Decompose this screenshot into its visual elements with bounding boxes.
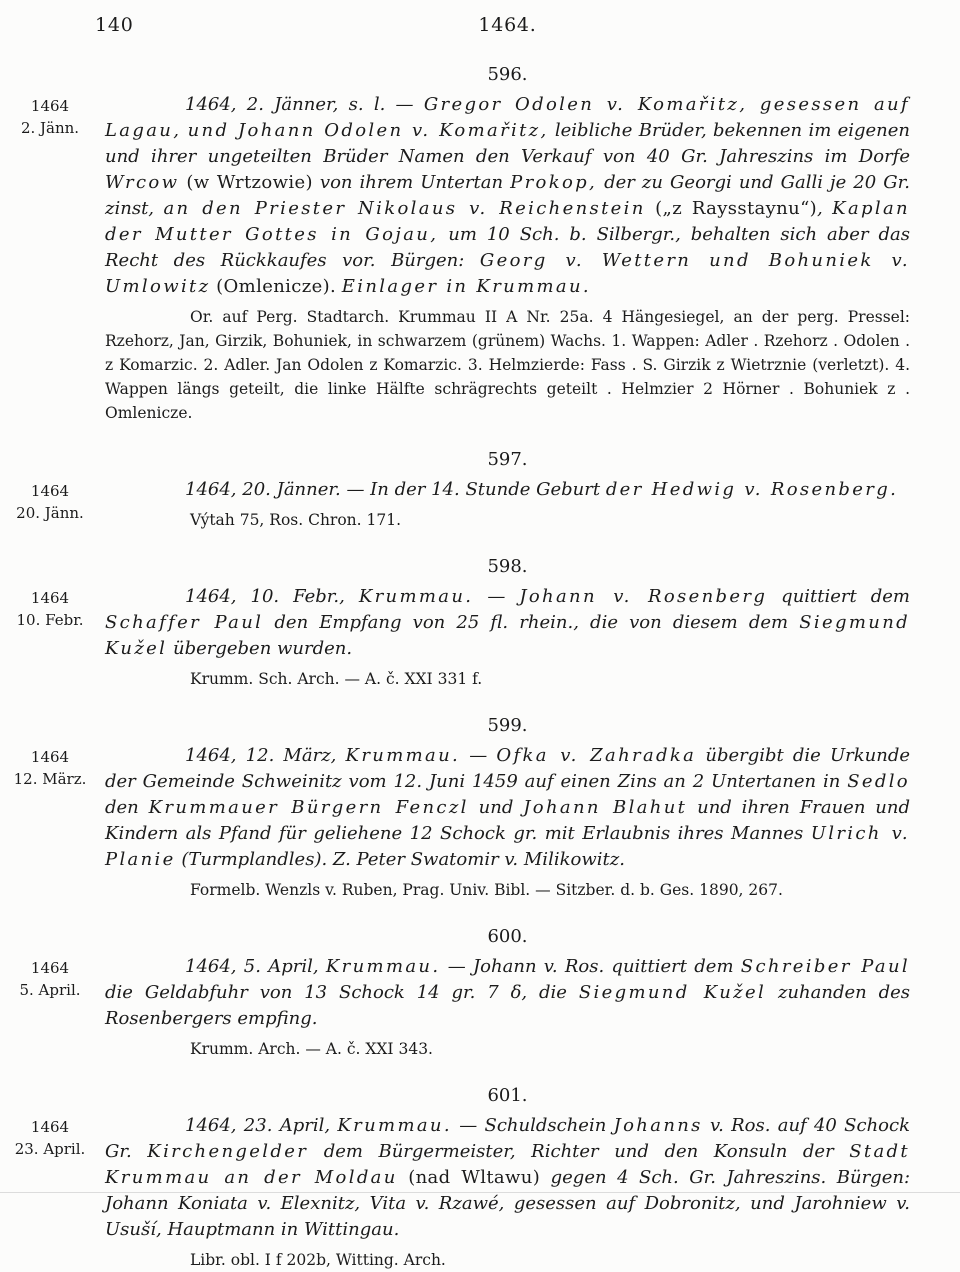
text-segment: Wrcow (105, 172, 180, 193)
regest-entry-598 (0, 556, 960, 691)
entry-number: 600. (487, 926, 528, 947)
margin-date-note (0, 587, 100, 631)
text-segment: (nad Wltawu) (408, 1167, 541, 1188)
text-segment: 1464, 23. April, (185, 1115, 338, 1136)
text-segment: übergibt die Urkunde der Gemeinde Schweinitz vom 12. Juni 1459 auf einen Zins an 2 Untertanen in (105, 745, 910, 792)
text-segment: den (105, 797, 149, 818)
regest-text (105, 477, 910, 503)
text-segment: die Geldabfuhr von 13 Schock 14 gr. 7 δ, die (105, 982, 579, 1003)
text-segment: — (473, 586, 520, 607)
margin-date-note (0, 480, 100, 524)
source-note: Krumm. Sch. Arch. — A. č. XXI 331 f. (190, 670, 483, 688)
text-segment: den Empfang von 25 fl. rhein., die von diesem dem (263, 612, 800, 633)
regest-entry-601 (0, 1085, 960, 1272)
text-segment: und ihren Frauen und Kindern als Pfand für geliehene 12 Schock gr. mit Erlaubnis ihres Mannes (105, 797, 910, 844)
text-segment: Prokop, (510, 172, 598, 193)
entry-row (0, 477, 960, 532)
text-segment: gegen 4 Sch. Gr. Jahreszins. Bürgen: Johann Koniata v. Elexnitz, Vita v. Rzawé, gesessen auf Dobronitz, und Jarohniew v. Usuší, Hauptmann in Wittingau. (105, 1167, 911, 1240)
entry-row (0, 743, 960, 902)
source-note: Formelb. Wenzls v. Ruben, Prag. Univ. Bibl. — Sitzber. d. b. Ges. 1890, 267. (190, 881, 783, 899)
entry-content (105, 954, 910, 1061)
text-segment: Sedlo (847, 771, 910, 792)
entry-number: 597. (487, 449, 528, 470)
entry-number: 601. (487, 1085, 528, 1106)
source-note: Libr. obl. I f 202b, Witting. Arch. (190, 1251, 446, 1269)
text-segment: 1464, 20. Jänner. — In der 14. Stunde Geburt (185, 479, 606, 500)
regest-text (105, 954, 910, 1032)
text-segment: 1464, 2. Jänner, s. l. — (185, 94, 424, 115)
text-segment: 1464, 12. März, (185, 745, 346, 766)
text-segment: Johann Blahut (523, 797, 688, 818)
text-segment: 1464, 10. Febr., (185, 586, 359, 607)
page-number: 140 (95, 14, 134, 36)
margin-year: 1464 (30, 959, 70, 977)
text-segment: Schaffer Paul (105, 612, 264, 633)
text-segment: leibliche Brüder, bekennen im eigenen und ihrer ungeteilten Brüder Namen den Verkauf von 40 Gr. Jahreszins im Dorfe (105, 120, 910, 167)
entry-content (105, 584, 910, 691)
text-segment: Siegmund Kužel (105, 612, 911, 659)
margin-year: 1464 (30, 589, 70, 607)
margin-year: 1464 (30, 482, 70, 500)
text-segment: der Hedwig v. Rosenberg. (605, 479, 899, 500)
regest-text (105, 1113, 910, 1243)
text-segment: 1464, 5. April, (185, 956, 326, 977)
text-segment: Krummau. (345, 745, 461, 766)
entry-content (105, 477, 910, 532)
entry-number: 596. (487, 64, 528, 85)
text-segment: quittiert dem (767, 586, 910, 607)
text-segment: — (460, 745, 497, 766)
text-segment: Stadt Krummau an der Moldau (105, 1141, 910, 1188)
text-segment: (Turmplandles). Z. Peter Swatomir v. Milikowitz. (175, 849, 625, 870)
text-segment: Johanns (613, 1115, 703, 1136)
margin-date-note (0, 957, 100, 1001)
text-segment: Krummau. (325, 956, 441, 977)
margin-day: 10. Febr. (16, 611, 84, 629)
entry-number: 599. (487, 715, 528, 736)
entry-row (0, 954, 960, 1061)
regest-entry-599 (0, 715, 960, 902)
text-segment: Johann v. Rosenberg (519, 586, 768, 607)
regest-text (105, 92, 910, 300)
regest-entry-600 (0, 926, 960, 1061)
text-segment: („z Raysstaynu“) (655, 198, 818, 219)
margin-year: 1464 (30, 748, 70, 766)
regest-entry-596 (0, 64, 960, 425)
entry-row (0, 92, 960, 425)
margin-day: 2. Jänn. (20, 119, 80, 137)
text-segment: dem Bürgermeister, Richter und den Konsuln der (308, 1141, 850, 1162)
margin-day: 20. Jänn. (16, 504, 84, 522)
entry-content (105, 743, 910, 902)
text-segment: Krummau. (337, 1115, 452, 1136)
entry-number: 598. (487, 556, 528, 577)
text-segment: (Omlenicze). (216, 276, 337, 297)
entry-content (105, 92, 910, 425)
page-bottom-rule (0, 1192, 960, 1193)
text-segment: von ihrem Untertan (312, 172, 511, 193)
regest-entry-597 (0, 449, 960, 532)
text-segment: v. Ros. auf 40 Schock Gr. (105, 1115, 910, 1162)
text-segment: und (468, 797, 524, 818)
margin-day: 23. April. (14, 1140, 86, 1158)
text-segment: — Schuldschein (451, 1115, 614, 1136)
margin-date-note (0, 1116, 100, 1160)
text-segment: Georg v. Wettern und Bohuniek v. Umlowitz (105, 250, 910, 297)
text-segment: Gregor Odolen v. Komařitz, gesessen auf Lagau, (105, 94, 910, 141)
text-segment: , (817, 198, 833, 219)
text-segment: an den Priester Nikolaus v. Reichenstein (163, 198, 646, 219)
margin-year: 1464 (30, 1118, 70, 1136)
text-segment: übergeben wurden. (167, 638, 353, 659)
margin-year: 1464 (30, 97, 70, 115)
text-segment: Krummau. (358, 586, 474, 607)
page-header (0, 14, 960, 40)
regest-text (105, 743, 910, 873)
margin-date-note (0, 746, 100, 790)
text-segment: Ulrich v. Planie (105, 823, 910, 870)
text-segment: Einlager in Krummau. (341, 276, 591, 297)
text-segment: und Johann Odolen v. Komařitz, (187, 120, 549, 141)
text-segment: Kaplan der Mutter Gottes in Gojau, (105, 198, 910, 245)
text-segment: der zu Georgi und Galli je 20 Gr. zinst, (105, 172, 910, 219)
text-segment: um 10 Sch. b. Silbergr., behalten sich aber das Recht des Rückkaufes vor. Bürgen: (105, 224, 910, 271)
text-segment: Kirchengelder (147, 1141, 309, 1162)
text-segment (398, 1167, 409, 1188)
text-segment: Siegmund Kužel (578, 982, 767, 1003)
text-segment (646, 198, 655, 219)
margin-day: 12. März. (13, 770, 87, 788)
text-segment: — Johann v. Ros. quittiert dem (440, 956, 741, 977)
regest-text (105, 584, 910, 662)
entry-row (0, 584, 960, 691)
margin-day: 5. April. (19, 981, 81, 999)
source-note: Or. auf Perg. Stadtarch. Krummau II A Nr. 25a. 4 Hängesiegel, an der perg. Pressel: Rzehorz, Jan, Girzik, Bohuniek, in schwarzem (grünem) Wachs. 1. Wappen: Adler . Rzehorz . Odolen . z Komarzic. 2. Adler. Jan Odolen z Komarzic. 3. Helmzierde: Fass . S. Girzik z Wietrznie (verletzt). 4. Wappen längs geteilt, die linke Hälfte schrägrechts geteilt . Helmzier 2 Hörner . Bohuniek z . Omlenicze. (105, 308, 910, 422)
source-note: Krumm. Arch. — A. č. XXI 343. (190, 1040, 433, 1058)
margin-date-note (0, 95, 100, 139)
text-segment: Schreiber Paul (740, 956, 911, 977)
text-segment: zuhanden des Rosenbergers empfing. (105, 982, 911, 1029)
text-segment: Ofka v. Zahradka (496, 745, 697, 766)
text-segment: Krummauer Bürgern Fenczl (148, 797, 469, 818)
source-note: Výtah 75, Ros. Chron. 171. (190, 511, 402, 529)
text-segment: (w Wrtzowie) (186, 172, 313, 193)
year-heading: 1464. (478, 14, 537, 36)
